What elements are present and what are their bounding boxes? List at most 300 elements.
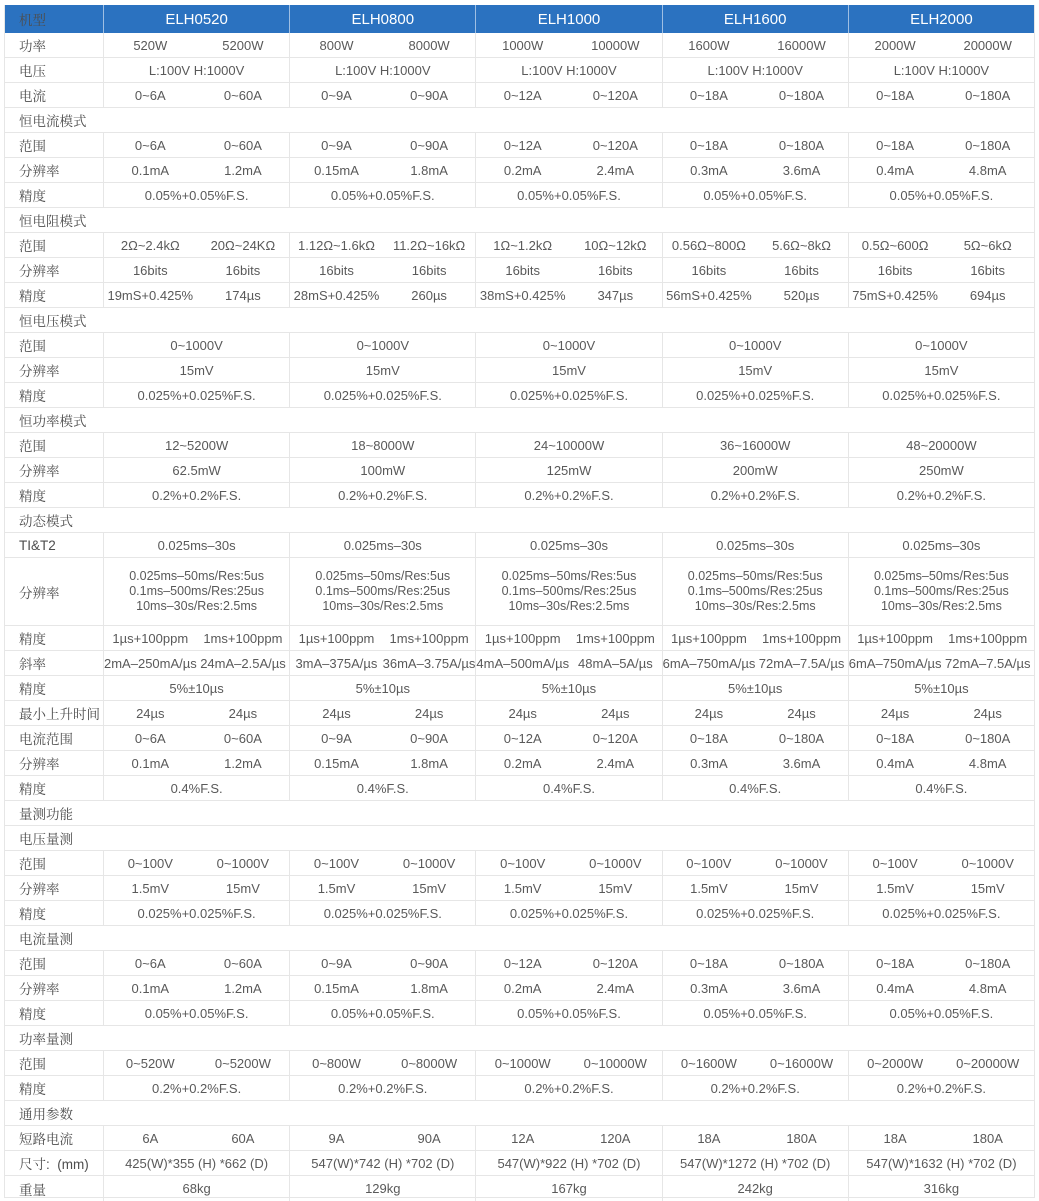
spec-value: 174µs xyxy=(225,287,261,303)
spec-cell xyxy=(103,558,289,625)
spec-cell xyxy=(848,876,1034,900)
spec-value: 1ms+100ppm xyxy=(761,630,842,646)
spec-row xyxy=(5,876,1034,901)
spec-value-line: 10ms–30s/Res:2.5ms xyxy=(508,599,630,613)
spec-value: 520µs xyxy=(783,287,820,303)
spec-cell xyxy=(662,1051,848,1075)
spec-value: 15mV xyxy=(848,358,1034,382)
spec-value: 12A xyxy=(511,1130,535,1146)
spec-value: 0.2%+0.2%F.S. xyxy=(475,483,661,507)
spec-cell xyxy=(662,83,848,107)
spec-value: 0~180A xyxy=(965,87,1011,103)
section-row xyxy=(5,801,1034,826)
spec-cell xyxy=(289,976,475,1000)
spec-value: 1.2mA xyxy=(224,980,262,996)
row-label: 范围 xyxy=(19,1057,46,1072)
spec-value: 48~20000W xyxy=(848,433,1034,457)
spec-value: 19mS+0.425% xyxy=(107,287,194,303)
row-label: 电流范围 xyxy=(19,732,73,747)
spec-value: 0.3mA xyxy=(690,162,728,178)
spec-value: 0~18A xyxy=(876,137,915,153)
spec-value: 1ms+100ppm xyxy=(948,630,1028,646)
spec-row xyxy=(5,1176,1034,1201)
spec-row xyxy=(5,533,1034,558)
spec-cell xyxy=(475,83,661,107)
spec-value: 38mS+0.425% xyxy=(479,287,566,303)
spec-row xyxy=(5,283,1034,308)
spec-row xyxy=(5,976,1034,1001)
spec-cell xyxy=(848,558,1034,625)
spec-value: 60A xyxy=(231,1130,255,1146)
spec-value: 0~1600W xyxy=(680,1055,737,1071)
spec-value: 0~9A xyxy=(321,137,352,153)
spec-cell xyxy=(103,651,289,675)
spec-value: 1.8mA xyxy=(410,755,448,771)
spec-value: 0~520W xyxy=(125,1055,175,1071)
spec-value: 3.6mA xyxy=(782,755,821,771)
spec-value: 3mA–375A/µs xyxy=(295,655,378,671)
spec-value: 0~100V xyxy=(127,855,173,871)
spec-cell xyxy=(289,33,475,57)
spec-value: 0~20000W xyxy=(956,1055,1020,1071)
section-row xyxy=(5,308,1034,333)
row-label: 范围 xyxy=(19,857,46,872)
row-label: 精度 xyxy=(19,389,46,404)
spec-cell xyxy=(475,976,661,1000)
spec-value: 0~18A xyxy=(689,955,728,971)
spec-value: 260µs xyxy=(411,287,447,303)
spec-row xyxy=(5,1051,1034,1076)
row-label: 动态模式 xyxy=(19,514,73,529)
row-label: 电流量测 xyxy=(19,932,73,947)
spec-value: 0~9A xyxy=(321,955,352,971)
spec-cell xyxy=(103,158,289,182)
spec-value: 0~180A xyxy=(778,730,825,746)
spec-value: 24µs xyxy=(322,705,351,721)
spec-cell xyxy=(475,701,661,725)
spec-value: 15mV xyxy=(103,358,289,382)
spec-cell xyxy=(662,976,848,1000)
spec-value: 547(W)*1272 (H) *702 (D) xyxy=(662,1151,848,1175)
spec-value: 15mV xyxy=(598,880,633,896)
row-label: TI&T2 xyxy=(19,537,56,553)
spec-value: 0~180A xyxy=(965,955,1011,971)
row-label: 重量 xyxy=(19,1182,46,1198)
row-label: 分辨率 xyxy=(19,585,60,601)
spec-value: 1600W xyxy=(688,37,730,53)
spec-value: 0.4%F.S. xyxy=(475,776,661,800)
row-label: 功率 xyxy=(19,39,46,54)
spec-row xyxy=(5,558,1034,626)
spec-cell xyxy=(289,626,475,650)
spec-value: 16bits xyxy=(319,262,354,278)
spec-value: 5%±10µs xyxy=(662,676,848,700)
spec-table xyxy=(4,5,1035,1198)
spec-row xyxy=(5,33,1034,58)
spec-value: 5200W xyxy=(222,37,264,53)
spec-value: 1ms+100ppm xyxy=(575,630,655,646)
spec-value: 24µs xyxy=(414,705,444,721)
spec-value: 16bits xyxy=(784,262,819,278)
spec-value-line: 0.1ms–500ms/Res:25us xyxy=(873,584,1009,598)
spec-row xyxy=(5,901,1034,926)
spec-value: 0~60A xyxy=(223,137,262,153)
spec-cell xyxy=(662,33,848,57)
spec-value: 2.4mA xyxy=(596,980,635,996)
spec-value: 0~100V xyxy=(313,855,360,871)
spec-value: 0~18A xyxy=(876,730,915,746)
row-label: 恒功率模式 xyxy=(19,414,87,429)
row-label: 精度 xyxy=(19,489,46,504)
spec-row xyxy=(5,383,1034,408)
spec-row xyxy=(5,333,1034,358)
spec-row xyxy=(5,133,1034,158)
row-label: 范围 xyxy=(19,957,46,972)
spec-value: 3.6mA xyxy=(782,980,821,996)
spec-cell xyxy=(289,158,475,182)
spec-value: 0.025%+0.025%F.S. xyxy=(475,901,661,925)
spec-value: 0.2%+0.2%F.S. xyxy=(289,483,475,507)
spec-value-line: 0.025ms–50ms/Res:5us xyxy=(129,569,264,583)
spec-value: 24µs xyxy=(880,705,910,721)
spec-value: 48mA–5A/µs xyxy=(578,655,653,671)
spec-value: 0~1000V xyxy=(662,333,848,357)
spec-cell xyxy=(289,701,475,725)
spec-value: 4mA–500mA/µs xyxy=(476,655,570,671)
spec-value: 0~120A xyxy=(592,730,638,746)
spec-cell xyxy=(103,83,289,107)
spec-cell xyxy=(848,158,1034,182)
row-label: 量测功能 xyxy=(19,807,73,822)
spec-cell xyxy=(848,233,1034,257)
spec-value: 1.8mA xyxy=(410,980,448,996)
spec-value: 0.2mA xyxy=(503,162,542,178)
spec-value: 0~1000V xyxy=(402,855,456,871)
spec-cell xyxy=(662,751,848,775)
row-label: 范围 xyxy=(19,239,46,254)
spec-value: 0.05%+0.05%F.S. xyxy=(662,1001,848,1025)
spec-value: 0~180A xyxy=(778,87,825,103)
spec-row xyxy=(5,158,1034,183)
spec-cell xyxy=(475,876,661,900)
spec-value: 1.5mV xyxy=(876,880,914,896)
spec-value: 0~18A xyxy=(876,87,915,103)
section-row xyxy=(5,508,1034,533)
spec-value: 0~18A xyxy=(689,137,728,153)
row-label: 分辨率 xyxy=(19,757,60,772)
spec-value-line: 10ms–30s/Res:2.5ms xyxy=(136,599,258,613)
row-label: 精度 xyxy=(19,289,46,304)
spec-value: 316kg xyxy=(848,1176,1034,1201)
spec-value-line: 10ms–30s/Res:2.5ms xyxy=(322,599,444,613)
spec-value: 180A xyxy=(786,1130,817,1146)
spec-value: 0~1000V xyxy=(103,333,289,357)
spec-row xyxy=(5,951,1034,976)
row-label: 精度 xyxy=(19,907,46,922)
spec-value: 0.025%+0.025%F.S. xyxy=(475,383,661,407)
section-row xyxy=(5,926,1034,951)
spec-row xyxy=(5,358,1034,383)
spec-value: 24µs xyxy=(228,705,258,721)
header-model-elh0800: ELH0800 xyxy=(289,5,475,33)
spec-value: 0.2%+0.2%F.S. xyxy=(103,483,289,507)
spec-cell xyxy=(475,851,661,875)
row-label: 精度 xyxy=(19,1007,46,1022)
section-row xyxy=(5,826,1034,851)
spec-value: 75mS+0.425% xyxy=(852,287,938,303)
spec-value: 16000W xyxy=(777,37,826,53)
spec-value: 16bits xyxy=(877,262,913,278)
row-label: 分辨率 xyxy=(19,364,60,379)
spec-value: 0~1000W xyxy=(494,1055,551,1071)
section-row xyxy=(5,108,1034,133)
spec-value: 0.025ms–30s xyxy=(662,533,848,557)
row-label: 电压量测 xyxy=(19,832,73,847)
row-label: 斜率 xyxy=(19,657,46,672)
spec-value: 72mA–7.5A/µs xyxy=(758,655,845,671)
spec-value: 0.15mA xyxy=(314,980,359,996)
spec-value: 1µs+100ppm xyxy=(298,630,375,646)
spec-value: 0.025%+0.025%F.S. xyxy=(103,383,289,407)
spec-row xyxy=(5,1001,1034,1026)
spec-cell xyxy=(475,626,661,650)
spec-value: 9A xyxy=(328,1130,345,1146)
spec-value: 12~5200W xyxy=(103,433,289,457)
spec-value: 0~1000V xyxy=(589,855,642,871)
spec-value: 180A xyxy=(972,1130,1003,1146)
spec-cell xyxy=(289,951,475,975)
spec-cell xyxy=(662,283,848,307)
header-model-elh1000: ELH1000 xyxy=(475,5,661,33)
spec-value: 1ms+100ppm xyxy=(203,630,283,646)
spec-value-line: 10ms–30s/Res:2.5ms xyxy=(880,599,1002,613)
spec-cell xyxy=(475,258,661,282)
spec-row xyxy=(5,676,1034,701)
spec-value-line: 0.1ms–500ms/Res:25us xyxy=(315,584,451,598)
spec-row xyxy=(5,1126,1034,1151)
spec-value: 56mS+0.425% xyxy=(666,287,752,303)
row-label: 恒电流模式 xyxy=(19,114,87,129)
spec-value: 10Ω~12kΩ xyxy=(584,237,647,253)
spec-value: 15mV xyxy=(225,880,260,896)
spec-value: 5%±10µs xyxy=(475,676,661,700)
spec-cell xyxy=(662,158,848,182)
spec-value: 1.5mV xyxy=(317,880,356,896)
spec-value: 547(W)*922 (H) *702 (D) xyxy=(475,1151,661,1175)
spec-value: 0~16000W xyxy=(769,1055,834,1071)
spec-value: 8000W xyxy=(408,37,450,53)
spec-value: 100mW xyxy=(289,458,475,482)
row-label: 恒电阻模式 xyxy=(19,214,87,229)
spec-value-line: 0.025ms–50ms/Res:5us xyxy=(501,569,637,583)
spec-value: 0~1000V xyxy=(216,855,270,871)
spec-cell xyxy=(103,33,289,57)
spec-value: 90A xyxy=(417,1130,441,1146)
spec-value: 0.2%+0.2%F.S. xyxy=(662,1076,848,1100)
spec-value: 0.05%+0.05%F.S. xyxy=(103,183,289,207)
spec-cell xyxy=(475,233,661,257)
row-label: 恒电压模式 xyxy=(19,314,87,329)
spec-cell xyxy=(103,133,289,157)
spec-value: L:100V H:1000V xyxy=(103,58,289,82)
spec-cell xyxy=(289,651,475,675)
spec-cell xyxy=(848,1051,1034,1075)
spec-value: 0.025ms–30s xyxy=(103,533,289,557)
spec-value: 0~2000W xyxy=(867,1055,924,1071)
spec-value: 0.4%F.S. xyxy=(848,776,1034,800)
spec-row xyxy=(5,1151,1034,1176)
spec-value: 0~60A xyxy=(223,730,262,746)
spec-cell xyxy=(662,233,848,257)
spec-value: 2000W xyxy=(874,37,916,53)
spec-value: 4.8mA xyxy=(968,755,1007,771)
table-header-row xyxy=(5,5,1034,33)
spec-value: 5%±10µs xyxy=(289,676,475,700)
spec-value: 24~10000W xyxy=(475,433,661,457)
spec-value: 0.56Ω~800Ω xyxy=(671,237,746,253)
spec-value: 520W xyxy=(133,37,168,53)
spec-value: 2Ω~2.4kΩ xyxy=(120,237,180,253)
spec-value: 16bits xyxy=(505,262,541,278)
spec-value: 0.15mA xyxy=(314,755,359,771)
spec-value: 0~180A xyxy=(965,137,1011,153)
spec-value: 16bits xyxy=(691,262,727,278)
spec-cell xyxy=(662,851,848,875)
spec-value: 0.2%+0.2%F.S. xyxy=(475,1076,661,1100)
spec-value-line: 10ms–30s/Res:2.5ms xyxy=(694,599,816,613)
spec-value: 16bits xyxy=(597,262,633,278)
spec-value: 0.2%+0.2%F.S. xyxy=(662,483,848,507)
spec-value: 18~8000W xyxy=(289,433,475,457)
spec-cell xyxy=(103,233,289,257)
spec-value: 1µs+100ppm xyxy=(671,630,747,646)
spec-value: 0.3mA xyxy=(690,755,728,771)
spec-value: 5Ω~6kΩ xyxy=(963,237,1012,253)
spec-value: 0~1000V xyxy=(961,855,1014,871)
spec-value: 0~90A xyxy=(410,137,449,153)
spec-value: 1.5mV xyxy=(503,880,542,896)
spec-value: 0.4%F.S. xyxy=(103,776,289,800)
spec-value: 0.4mA xyxy=(876,162,914,178)
row-label: 短路电流 xyxy=(19,1132,73,1147)
spec-value: 0.1mA xyxy=(131,755,170,771)
spec-value: 24µs xyxy=(694,705,724,721)
spec-cell xyxy=(848,83,1034,107)
spec-row xyxy=(5,651,1034,676)
spec-cell xyxy=(662,258,848,282)
spec-value: 1µs+100ppm xyxy=(484,630,561,646)
spec-value: 0~9A xyxy=(321,87,352,103)
spec-value: 0.3mA xyxy=(690,980,728,996)
spec-value: 28mS+0.425% xyxy=(293,287,380,303)
spec-cell xyxy=(103,1126,289,1150)
spec-row xyxy=(5,83,1034,108)
row-label: 范围 xyxy=(19,439,46,454)
spec-value: 16bits xyxy=(225,262,261,278)
spec-cell xyxy=(475,158,661,182)
spec-value: 5%±10µs xyxy=(103,676,289,700)
spec-value: L:100V H:1000V xyxy=(289,58,475,82)
spec-row xyxy=(5,183,1034,208)
spec-value: 6mA–750mA/µs xyxy=(662,655,756,671)
spec-cell xyxy=(662,651,848,675)
spec-value: 0~120A xyxy=(592,87,638,103)
spec-value: 120A xyxy=(600,1130,631,1146)
spec-value: L:100V H:1000V xyxy=(475,58,661,82)
spec-value: 0.05%+0.05%F.S. xyxy=(103,1001,289,1025)
spec-value: 1.5mV xyxy=(131,880,170,896)
spec-value: 0~9A xyxy=(321,730,352,746)
spec-value: 1.5mV xyxy=(690,880,728,896)
row-label: 电压 xyxy=(19,64,46,79)
spec-value: 347µs xyxy=(597,287,634,303)
spec-value: 0.025%+0.025%F.S. xyxy=(662,383,848,407)
row-label: 电流 xyxy=(19,89,46,104)
spec-value: 62.5mW xyxy=(103,458,289,482)
spec-value: 0~120A xyxy=(592,955,638,971)
spec-value: 0~18A xyxy=(689,730,728,746)
spec-value: 0.025%+0.025%F.S. xyxy=(289,901,475,925)
spec-row xyxy=(5,726,1034,751)
spec-value: 15mV xyxy=(412,880,447,896)
spec-cell xyxy=(289,233,475,257)
spec-value: 20000W xyxy=(963,37,1012,53)
spec-value: 0.05%+0.05%F.S. xyxy=(475,183,661,207)
spec-value: 0.025%+0.025%F.S. xyxy=(103,901,289,925)
spec-value: 20Ω~24KΩ xyxy=(210,237,276,253)
spec-value: 129kg xyxy=(289,1176,475,1201)
spec-cell xyxy=(475,133,661,157)
spec-value: 0~100V xyxy=(686,855,732,871)
spec-value: L:100V H:1000V xyxy=(662,58,848,82)
spec-value-line: 0.025ms–50ms/Res:5us xyxy=(315,569,451,583)
spec-cell xyxy=(662,701,848,725)
table-body xyxy=(5,33,1034,1201)
row-label: 精度 xyxy=(19,1082,46,1097)
spec-value: 547(W)*1632 (H) *702 (D) xyxy=(848,1151,1034,1175)
spec-value: 0~6A xyxy=(134,955,166,971)
spec-value: 0~12A xyxy=(503,87,542,103)
spec-value-line: 0.1ms–500ms/Res:25us xyxy=(501,584,637,598)
spec-value: 0~180A xyxy=(778,955,825,971)
spec-value: 36~16000W xyxy=(662,433,848,457)
spec-cell xyxy=(475,751,661,775)
spec-cell xyxy=(475,951,661,975)
spec-value: 0.025%+0.025%F.S. xyxy=(662,901,848,925)
spec-cell xyxy=(662,951,848,975)
row-label: 分辨率 xyxy=(19,982,60,997)
spec-row xyxy=(5,58,1034,83)
spec-value: 0.2%+0.2%F.S. xyxy=(289,1076,475,1100)
spec-value: L:100V H:1000V xyxy=(848,58,1034,82)
spec-cell xyxy=(662,133,848,157)
spec-value: 0.2%+0.2%F.S. xyxy=(103,1076,289,1100)
spec-value: 250mW xyxy=(848,458,1034,482)
spec-value: 0.2mA xyxy=(503,980,542,996)
spec-value: 0.05%+0.05%F.S. xyxy=(848,183,1034,207)
spec-value: 1.2mA xyxy=(224,755,262,771)
spec-value: 0~18A xyxy=(876,955,915,971)
spec-value: 800W xyxy=(319,37,354,53)
spec-value: 11.2Ω~16kΩ xyxy=(392,237,466,253)
spec-cell xyxy=(103,976,289,1000)
spec-value: 3.6mA xyxy=(782,162,821,178)
spec-cell xyxy=(289,83,475,107)
spec-value-line: 0.025ms–50ms/Res:5us xyxy=(873,569,1009,583)
spec-value: 0~90A xyxy=(410,955,449,971)
spec-cell xyxy=(475,1126,661,1150)
spec-row xyxy=(5,233,1034,258)
